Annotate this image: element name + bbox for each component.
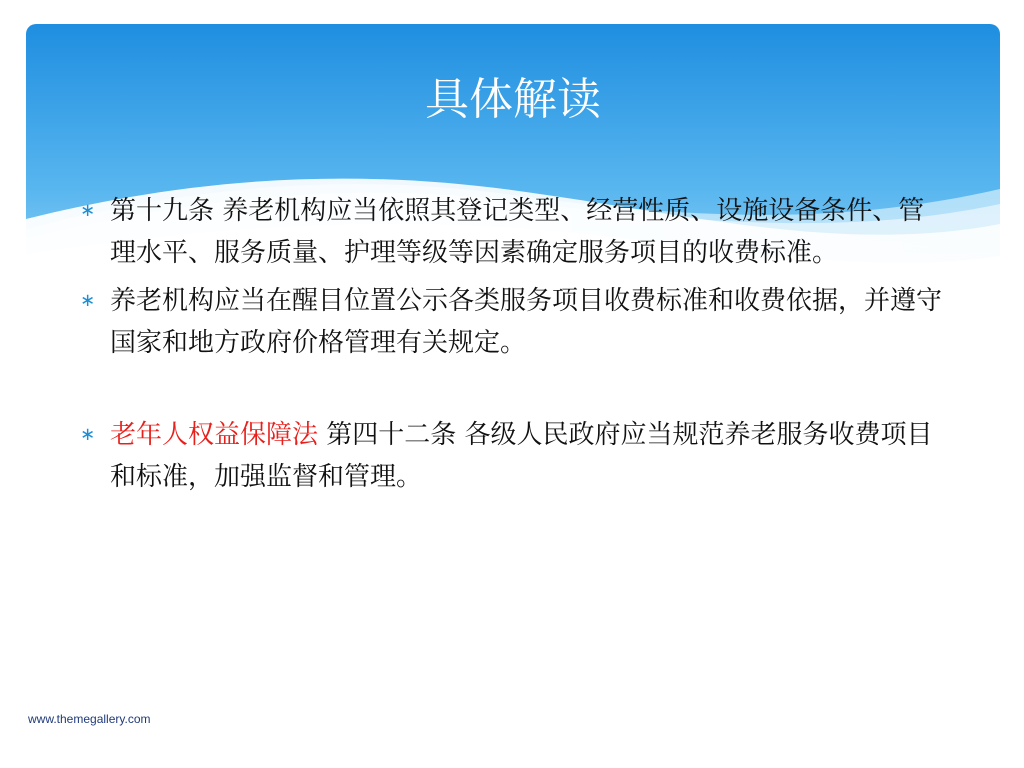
bullet-item [80, 414, 950, 498]
slide-title: 具体解读 [425, 74, 601, 125]
footer-website: www.themegallery.com [28, 712, 151, 726]
asterisk-bullet-icon: ∗ [80, 424, 96, 445]
bullet-list [80, 190, 950, 498]
asterisk-bullet-icon: ∗ [80, 290, 96, 311]
asterisk-bullet-icon: ∗ [80, 200, 96, 221]
bullet-text: 第四十二条 各级人民政府应当规范养老服务收费项目和标准，加强监督和管理。 [110, 420, 933, 492]
bullet-text: 第十九条 养老机构应当依照其登记类型、经营性质、设施设备条件、管理水平、服务质量、护理等级等因素确定服务项目的收费标准。 [110, 196, 925, 268]
bullet-item [80, 190, 950, 274]
law-name-highlight: 老年人权益保障法 [110, 420, 319, 450]
bullet-text: 养老机构应当在醒目位置公示各类服务项目收费标准和收费依据，并遵守国家和地方政府价格管理有关规定。 [110, 286, 943, 358]
bullet-item [80, 280, 950, 364]
